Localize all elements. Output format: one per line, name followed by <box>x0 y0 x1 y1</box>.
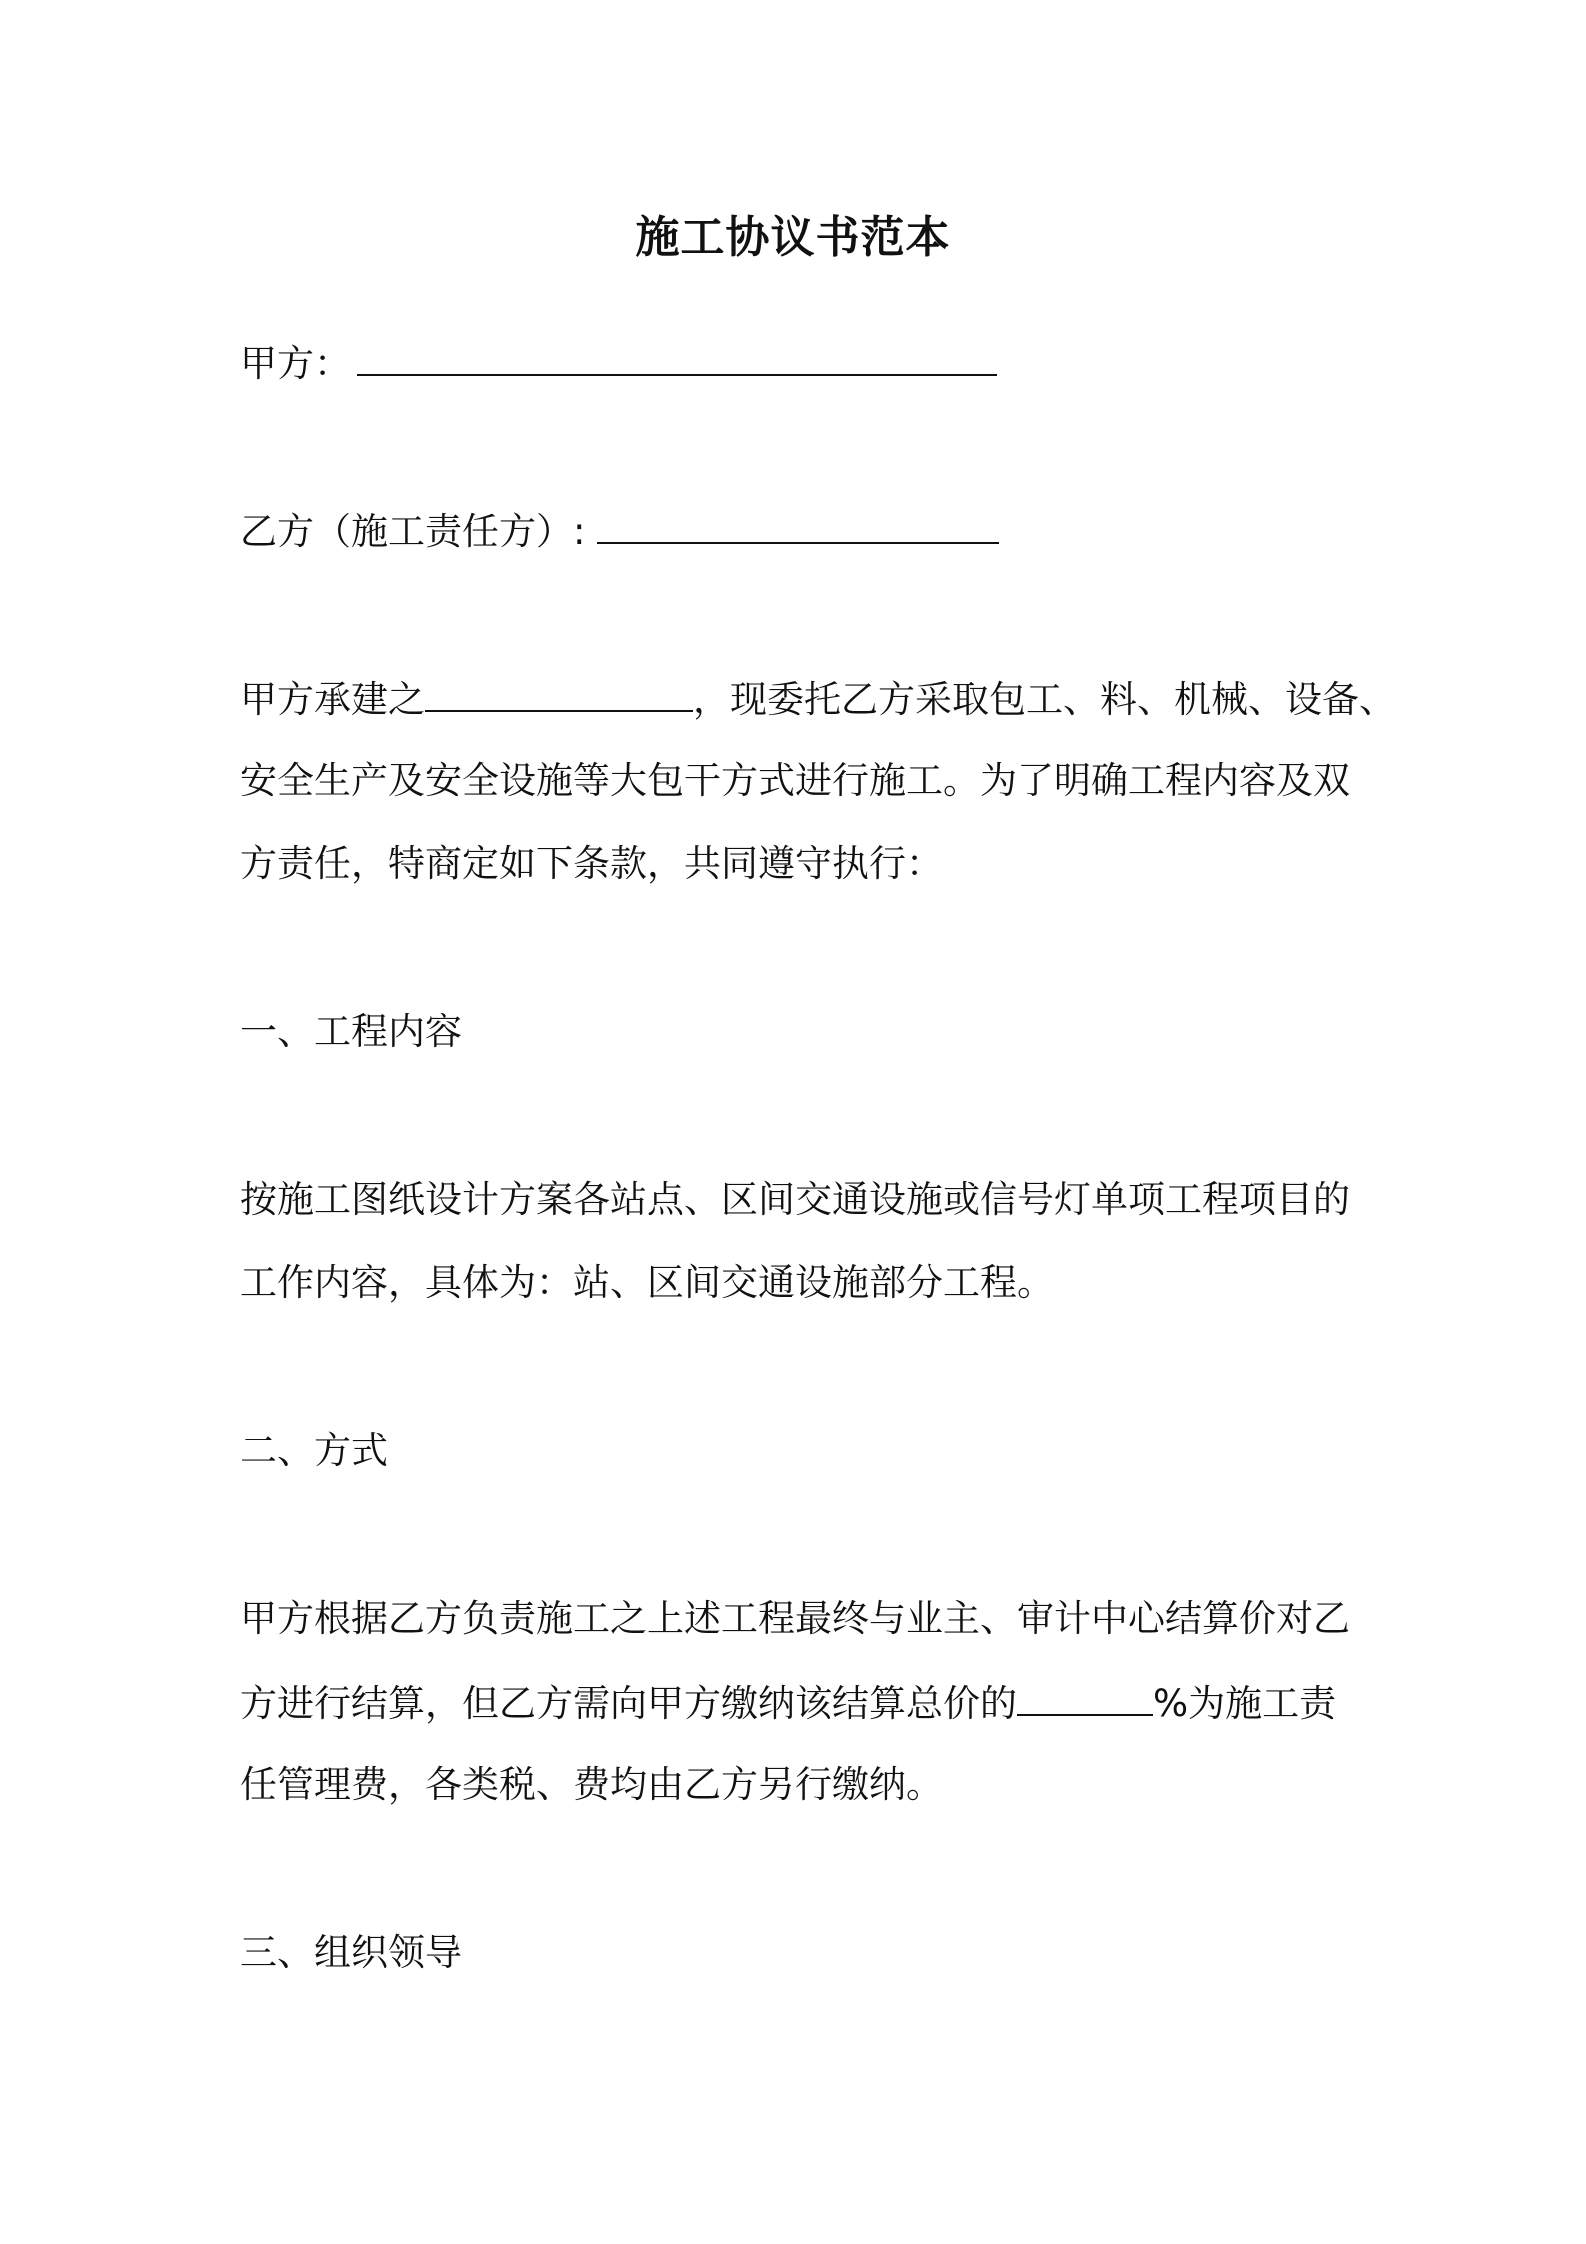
section-1-heading: 一、工程内容 <box>240 1010 462 1053</box>
party-b-label: 乙方（施工责任方）: <box>240 510 586 553</box>
intro-line-1-before: 甲方承建之 <box>240 678 425 721</box>
section-2-heading: 二、方式 <box>240 1429 388 1472</box>
section-2-line-2 <box>240 1674 1380 1732</box>
party-a-label: 甲方： <box>240 342 351 385</box>
section-1-line-1: 按施工图纸设计方案各站点、区间交通设施或信号灯单项工程项目的 <box>240 1178 1350 1221</box>
section-2-line-2-before: 方进行结算，但乙方需向甲方缴纳该结算总价的 <box>240 1682 1017 1725</box>
intro-line-3: 方责任，特商定如下条款，共同遵守执行： <box>240 842 943 885</box>
intro-line-2: 安全生产及安全设施等大包干方式进行施工。为了明确工程内容及双 <box>240 759 1350 802</box>
intro-line-1-after: ，现委托乙方采取包工、料、机械、设备、 <box>693 678 1396 721</box>
project-name-blank <box>425 670 693 712</box>
intro-line-1 <box>240 670 1396 728</box>
section-2-line-1: 甲方根据乙方负责施工之上述工程最终与业主、审计中心结算价对乙 <box>240 1597 1350 1640</box>
party-b-line <box>240 502 1380 560</box>
section-1-line-2: 工作内容，具体为：站、区间交通设施部分工程。 <box>240 1261 1054 1304</box>
section-3-heading: 三、组织领导 <box>240 1931 462 1974</box>
percent-blank <box>1017 1674 1153 1716</box>
party-a-line <box>240 334 1380 392</box>
section-2-line-3: 任管理费，各类税、费均由乙方另行缴纳。 <box>240 1763 943 1806</box>
party-a-blank <box>357 334 997 376</box>
section-2-line-2-after: %为施工责 <box>1153 1682 1337 1725</box>
party-b-blank <box>597 502 999 544</box>
document-title: 施工协议书范本 <box>635 212 951 263</box>
